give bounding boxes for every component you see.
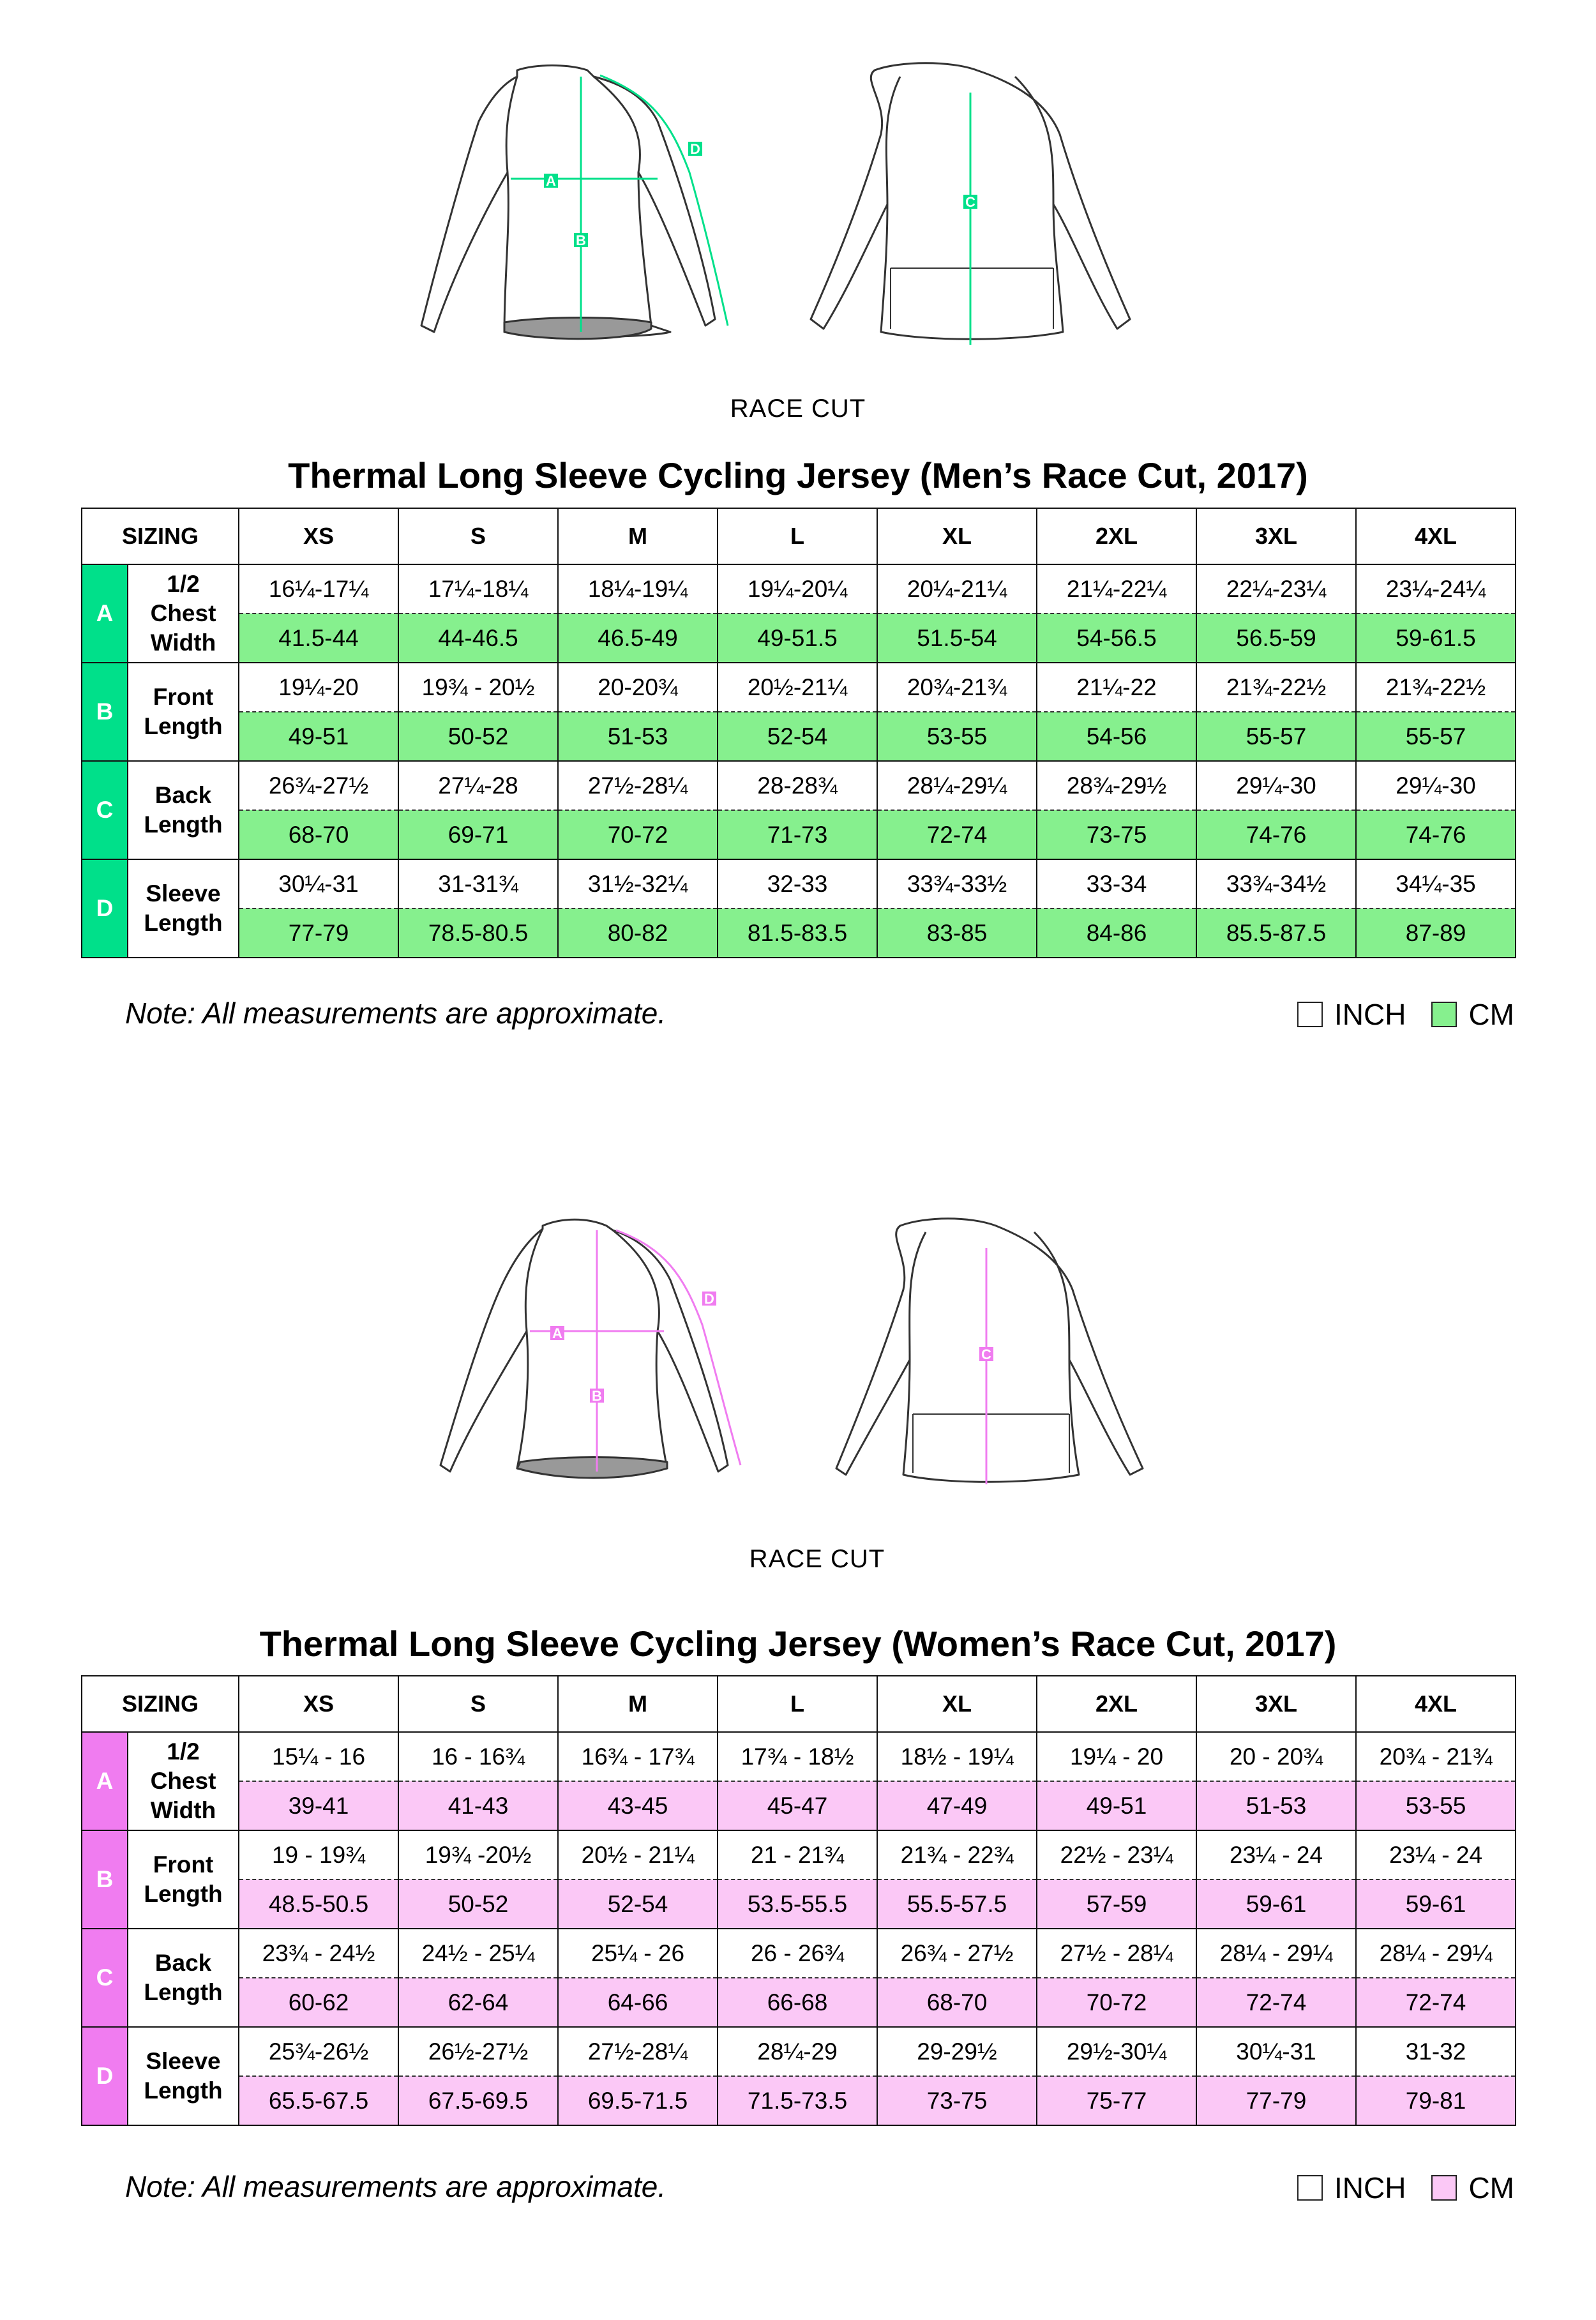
cm-cell: 47-49 <box>877 1781 1037 1830</box>
size-header: M <box>558 508 718 564</box>
inch-cell: 29-29½ <box>877 2027 1037 2076</box>
measure-label-line: 1/2 <box>167 571 200 597</box>
measure-label-line: Back <box>154 782 212 808</box>
inch-cell: 21¼-22¼ <box>1037 564 1196 614</box>
cm-cell: 73-75 <box>877 2076 1037 2125</box>
measure-letter: B <box>82 1830 128 1929</box>
womens-size-table <box>81 1675 1516 2126</box>
table-row <box>82 2027 1516 2076</box>
cm-cell: 72-74 <box>1356 1978 1516 2027</box>
inch-cell: 28-28¾ <box>718 761 877 810</box>
cm-cell: 78.5-80.5 <box>398 908 558 958</box>
measure-letter: D <box>82 2027 128 2125</box>
cm-cell: 49-51 <box>1037 1781 1196 1830</box>
size-header: 4XL <box>1356 1676 1516 1732</box>
cm-cell: 48.5-50.5 <box>239 1879 398 1929</box>
cm-swatch <box>1431 2175 1457 2201</box>
measure-label-line: Front <box>153 1851 214 1878</box>
size-header: 2XL <box>1037 508 1196 564</box>
measurement-note: Note: All measurements are approximate. <box>125 2170 666 2203</box>
inch-cell: 27½ - 28¼ <box>1037 1929 1196 1978</box>
inch-cell: 30¼-31 <box>1196 2027 1356 2076</box>
inch-cell: 25¾-26½ <box>239 2027 398 2076</box>
inch-cell: 17¾ - 18½ <box>718 1732 877 1781</box>
size-header: XL <box>877 1676 1037 1732</box>
inch-cell: 19¾ - 20½ <box>398 663 558 712</box>
inch-cell: 20¼-21¼ <box>877 564 1037 614</box>
cm-cell: 59-61 <box>1196 1879 1356 1929</box>
cm-cell: 46.5-49 <box>558 614 718 663</box>
measurement-note: Note: All measurements are approximate. <box>125 997 666 1030</box>
inch-cell: 26½-27½ <box>398 2027 558 2076</box>
measure-label-line: Sleeve <box>146 880 221 907</box>
inch-cell: 21¼-22 <box>1037 663 1196 712</box>
cm-cell: 64-66 <box>558 1978 718 2027</box>
table-header-row <box>82 1676 1516 1732</box>
cm-cell: 43-45 <box>558 1781 718 1830</box>
inch-cell: 26¾-27½ <box>239 761 398 810</box>
diagram-label-b: B <box>592 1388 602 1404</box>
inch-cell: 21¾-22½ <box>1356 663 1516 712</box>
cm-cell: 53-55 <box>877 712 1037 761</box>
table-row <box>82 1879 1516 1929</box>
cm-cell: 55.5-57.5 <box>877 1879 1037 1929</box>
cm-cell: 45-47 <box>718 1781 877 1830</box>
table-row <box>82 1929 1516 1978</box>
measure-label-line: Width <box>150 1797 216 1823</box>
measure-label-line: Length <box>144 1881 223 1907</box>
cm-cell: 68-70 <box>239 810 398 859</box>
cm-cell: 56.5-59 <box>1196 614 1356 663</box>
inch-cell: 31-32 <box>1356 2027 1516 2076</box>
size-header: XL <box>877 508 1037 564</box>
table-title: Thermal Long Sleeve Cycling Jersey (Men’s Race Cut, 2017) <box>288 455 1308 495</box>
inch-cell: 33¾-33½ <box>877 859 1037 908</box>
inch-cell: 21 - 21¾ <box>718 1830 877 1879</box>
cm-cell: 51-53 <box>558 712 718 761</box>
cm-cell: 53.5-55.5 <box>718 1879 877 1929</box>
inch-cell: 23¼ - 24 <box>1356 1830 1516 1879</box>
cm-cell: 70-72 <box>1037 1978 1196 2027</box>
inch-cell: 29¼-30 <box>1196 761 1356 810</box>
inch-cell: 31-31¾ <box>398 859 558 908</box>
cm-cell: 83-85 <box>877 908 1037 958</box>
size-header: S <box>398 508 558 564</box>
inch-cell: 23¼ - 24 <box>1196 1830 1356 1879</box>
cm-cell: 53-55 <box>1356 1781 1516 1830</box>
measure-label <box>128 2027 239 2125</box>
cm-cell: 44-46.5 <box>398 614 558 663</box>
inch-cell: 29½-30¼ <box>1037 2027 1196 2076</box>
measure-letter: C <box>82 761 128 859</box>
measure-label-line: Length <box>144 910 223 936</box>
cm-cell: 52-54 <box>718 712 877 761</box>
inch-cell: 31½-32¼ <box>558 859 718 908</box>
table-row <box>82 1781 1516 1830</box>
table-row <box>82 2076 1516 2125</box>
inch-cell: 21¾ - 22¾ <box>877 1830 1037 1879</box>
measure-letter: C <box>82 1929 128 2027</box>
inch-cell: 20½ - 21¼ <box>558 1830 718 1879</box>
size-header: XS <box>239 1676 398 1732</box>
cm-legend-label: CM <box>1468 2171 1514 2204</box>
inch-cell: 20½-21¼ <box>718 663 877 712</box>
cm-cell: 77-79 <box>1196 2076 1356 2125</box>
cm-cell: 50-52 <box>398 1879 558 1929</box>
cm-cell: 50-52 <box>398 712 558 761</box>
cm-cell: 54-56.5 <box>1037 614 1196 663</box>
measure-label <box>128 1732 239 1830</box>
inch-cell: 17¼-18¼ <box>398 564 558 614</box>
inch-cell: 28¼ - 29¼ <box>1196 1929 1356 1978</box>
cm-cell: 67.5-69.5 <box>398 2076 558 2125</box>
inch-cell: 28¼-29 <box>718 2027 877 2076</box>
cm-cell: 74-76 <box>1356 810 1516 859</box>
cm-cell: 71-73 <box>718 810 877 859</box>
measure-label-line: Length <box>144 713 223 739</box>
cm-cell: 62-64 <box>398 1978 558 2027</box>
table-row <box>82 1830 1516 1879</box>
inch-cell: 34¼-35 <box>1356 859 1516 908</box>
measure-label-line: Chest <box>150 1768 216 1794</box>
size-header: L <box>718 1676 877 1732</box>
size-header: 2XL <box>1037 1676 1196 1732</box>
inch-cell: 27½-28¼ <box>558 761 718 810</box>
size-header: XS <box>239 508 398 564</box>
inch-cell: 16¼-17¼ <box>239 564 398 614</box>
cm-legend-label: CM <box>1468 998 1514 1031</box>
cm-cell: 55-57 <box>1196 712 1356 761</box>
measure-label-line: Back <box>154 1950 212 1976</box>
cm-cell: 80-82 <box>558 908 718 958</box>
inch-cell: 23¼-24¼ <box>1356 564 1516 614</box>
cm-cell: 71.5-73.5 <box>718 2076 877 2125</box>
cut-label: RACE CUT <box>749 1545 885 1573</box>
inch-cell: 27½-28¼ <box>558 2027 718 2076</box>
cm-cell: 51-53 <box>1196 1781 1356 1830</box>
inch-cell: 20-20¾ <box>558 663 718 712</box>
measure-label-line: Sleeve <box>146 2048 221 2074</box>
diagram-label-a: A <box>552 1325 562 1341</box>
size-header: L <box>718 508 877 564</box>
cm-cell: 41.5-44 <box>239 614 398 663</box>
measure-label-line: Length <box>144 1979 223 2005</box>
cm-cell: 65.5-67.5 <box>239 2076 398 2125</box>
cm-cell: 52-54 <box>558 1879 718 1929</box>
inch-cell: 29¼-30 <box>1356 761 1516 810</box>
inch-cell: 15¼ - 16 <box>239 1732 398 1781</box>
table-row <box>82 1978 1516 2027</box>
table-row <box>82 1732 1516 1781</box>
measure-label-line: Chest <box>150 600 216 626</box>
inch-swatch <box>1297 2175 1323 2201</box>
inch-cell: 22½ - 23¼ <box>1037 1830 1196 1879</box>
inch-cell: 19¼-20¼ <box>718 564 877 614</box>
measure-label-line: Width <box>150 629 216 656</box>
cm-cell: 51.5-54 <box>877 614 1037 663</box>
cm-cell: 79-81 <box>1356 2076 1516 2125</box>
inch-cell: 28¼-29¼ <box>877 761 1037 810</box>
inch-cell: 22¼-23¼ <box>1196 564 1356 614</box>
inch-cell: 28¼ - 29¼ <box>1356 1929 1516 1978</box>
inch-cell: 33¾-34½ <box>1196 859 1356 908</box>
inch-legend-label: INCH <box>1334 998 1406 1031</box>
inch-cell: 25¼ - 26 <box>558 1929 718 1978</box>
inch-cell: 26 - 26¾ <box>718 1929 877 1978</box>
cm-cell: 85.5-87.5 <box>1196 908 1356 958</box>
inch-cell: 16 - 16¾ <box>398 1732 558 1781</box>
diagram-label-c: C <box>965 194 975 210</box>
inch-cell: 19 - 19¾ <box>239 1830 398 1879</box>
measure-label <box>128 1929 239 2027</box>
size-header: 3XL <box>1196 1676 1356 1732</box>
cut-label: RACE CUT <box>730 395 866 423</box>
cm-cell: 49-51.5 <box>718 614 877 663</box>
inch-cell: 21¾-22½ <box>1196 663 1356 712</box>
measure-label-line: Front <box>153 684 214 710</box>
inch-cell: 32-33 <box>718 859 877 908</box>
inch-cell: 16¾ - 17¾ <box>558 1732 718 1781</box>
measure-letter: D <box>82 859 128 958</box>
inch-cell: 18¼-19¼ <box>558 564 718 614</box>
size-header: 3XL <box>1196 508 1356 564</box>
inch-cell: 33-34 <box>1037 859 1196 908</box>
measure-label <box>128 1830 239 1929</box>
cm-cell: 72-74 <box>1196 1978 1356 2027</box>
inch-cell: 20 - 20¾ <box>1196 1732 1356 1781</box>
inch-cell: 20¾ - 21¾ <box>1356 1732 1516 1781</box>
cm-cell: 74-76 <box>1196 810 1356 859</box>
diagram-label-b: B <box>576 232 586 248</box>
cm-cell: 75-77 <box>1037 2076 1196 2125</box>
inch-cell: 30¼-31 <box>239 859 398 908</box>
cm-cell: 81.5-83.5 <box>718 908 877 958</box>
measure-label-line: 1/2 <box>167 1738 200 1765</box>
measure-letter: A <box>82 564 128 663</box>
cm-cell: 70-72 <box>558 810 718 859</box>
cm-cell: 59-61 <box>1356 1879 1516 1929</box>
size-header: M <box>558 1676 718 1732</box>
cm-cell: 69.5-71.5 <box>558 2076 718 2125</box>
size-header: 4XL <box>1356 508 1516 564</box>
cm-cell: 57-59 <box>1037 1879 1196 1929</box>
diagram-label-c: C <box>981 1346 991 1362</box>
cm-cell: 39-41 <box>239 1781 398 1830</box>
measure-label-line: Length <box>144 811 223 838</box>
sizing-header: SIZING <box>82 1676 239 1732</box>
womens-table-body <box>82 1732 1516 2125</box>
inch-cell: 28¾-29½ <box>1037 761 1196 810</box>
diagram-label-d: D <box>704 1291 714 1307</box>
diagram-label-d: D <box>690 141 700 157</box>
cm-cell: 59-61.5 <box>1356 614 1516 663</box>
cm-cell: 55-57 <box>1356 712 1516 761</box>
cm-cell: 68-70 <box>877 1978 1037 2027</box>
cm-cell: 49-51 <box>239 712 398 761</box>
sizing-header: SIZING <box>82 508 239 564</box>
womens-jersey-illustration <box>396 1210 1200 1510</box>
inch-cell: 19¼-20 <box>239 663 398 712</box>
cm-cell: 60-62 <box>239 1978 398 2027</box>
inch-cell: 19¾ -20½ <box>398 1830 558 1879</box>
inch-cell: 20¾-21¾ <box>877 663 1037 712</box>
diagram-label-a: A <box>546 173 556 189</box>
size-header: S <box>398 1676 558 1732</box>
inch-cell: 26¾ - 27½ <box>877 1929 1037 1978</box>
cm-cell: 66-68 <box>718 1978 877 2027</box>
cm-cell: 73-75 <box>1037 810 1196 859</box>
inch-cell: 24½ - 25¼ <box>398 1929 558 1978</box>
measure-letter: B <box>82 663 128 761</box>
cm-cell: 41-43 <box>398 1781 558 1830</box>
inch-cell: 18½ - 19¼ <box>877 1732 1037 1781</box>
cm-cell: 84-86 <box>1037 908 1196 958</box>
cm-cell: 87-89 <box>1356 908 1516 958</box>
inch-legend-label: INCH <box>1334 2171 1406 2204</box>
cm-cell: 77-79 <box>239 908 398 958</box>
unit-legend <box>1297 2171 1514 2205</box>
inch-cell: 27¼-28 <box>398 761 558 810</box>
cm-cell: 54-56 <box>1037 712 1196 761</box>
measure-label-line: Length <box>144 2077 223 2104</box>
table-title: Thermal Long Sleeve Cycling Jersey (Women’s Race Cut, 2017) <box>259 1623 1337 1664</box>
inch-cell: 19¼ - 20 <box>1037 1732 1196 1781</box>
inch-cell: 23¾ - 24½ <box>239 1929 398 1978</box>
cm-cell: 72-74 <box>877 810 1037 859</box>
cm-cell: 69-71 <box>398 810 558 859</box>
measure-letter: A <box>82 1732 128 1830</box>
